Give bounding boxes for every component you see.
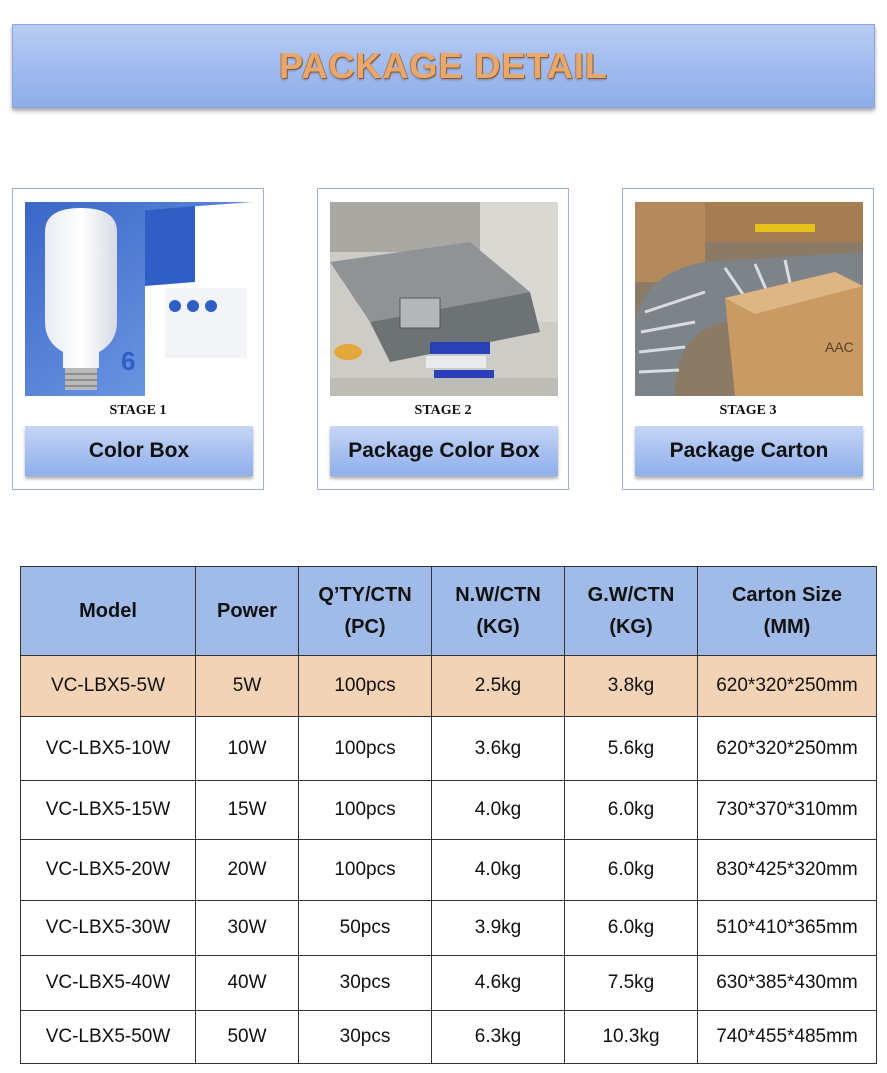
- cell-model: VC-LBX5-10W: [21, 717, 196, 781]
- cell-net-weight: 4.0kg: [432, 781, 565, 840]
- table-row: [21, 956, 877, 1011]
- cell-power: 40W: [196, 956, 299, 1011]
- cell-qty: 50pcs: [299, 901, 432, 956]
- table-row: [21, 717, 877, 781]
- cell-model: VC-LBX5-50W: [21, 1011, 196, 1064]
- table-row: [21, 781, 877, 840]
- col-header-model: Model: [21, 567, 196, 656]
- cell-carton-size: 620*320*250mm: [698, 717, 877, 781]
- cell-gross-weight: 5.6kg: [565, 717, 698, 781]
- cell-model: VC-LBX5-20W: [21, 840, 196, 901]
- cell-qty: 30pcs: [299, 1011, 432, 1064]
- package-spec-table: [20, 566, 877, 1064]
- cell-gross-weight: 6.0kg: [565, 781, 698, 840]
- cell-net-weight: 3.6kg: [432, 717, 565, 781]
- stage-1-image: [25, 202, 253, 396]
- cell-model: VC-LBX5-15W: [21, 781, 196, 840]
- stage-card-3: [622, 188, 874, 490]
- table-row: [21, 1011, 877, 1064]
- page-title: PACKAGE DETAIL: [279, 45, 608, 86]
- col-header-gross-weight: G.W/CTN (KG): [565, 567, 698, 656]
- cell-power: 30W: [196, 901, 299, 956]
- cell-gross-weight: 7.5kg: [565, 956, 698, 1011]
- cell-net-weight: 6.3kg: [432, 1011, 565, 1064]
- cell-net-weight: 4.0kg: [432, 840, 565, 901]
- col-header-net-weight: N.W/CTN (KG): [432, 567, 565, 656]
- cell-qty: 30pcs: [299, 956, 432, 1011]
- cell-net-weight: 3.9kg: [432, 901, 565, 956]
- cell-gross-weight: 3.8kg: [565, 656, 698, 717]
- cell-power: 5W: [196, 656, 299, 717]
- stage-3-image: [635, 202, 863, 396]
- header-banner: [12, 24, 875, 108]
- cell-gross-weight: 10.3kg: [565, 1011, 698, 1064]
- stage-3-label: STAGE 3: [719, 403, 777, 418]
- svg-text:6: 6: [121, 346, 136, 376]
- col-header-carton-size: Carton Size (MM): [698, 567, 877, 656]
- stage-2-image: [330, 202, 558, 396]
- cell-model: VC-LBX5-40W: [21, 956, 196, 1011]
- table-row: [21, 656, 877, 717]
- package-carton-button[interactable]: Package Carton: [635, 426, 863, 476]
- stage-card-2: [317, 188, 569, 490]
- col-header-qty: Q’TY/CTN (PC): [299, 567, 432, 656]
- cell-power: 50W: [196, 1011, 299, 1064]
- cell-power: 15W: [196, 781, 299, 840]
- table-row: [21, 901, 877, 956]
- cell-gross-weight: 6.0kg: [565, 901, 698, 956]
- color-box-button[interactable]: Color Box: [25, 426, 253, 476]
- table-header-row: [21, 567, 877, 656]
- cell-power: 10W: [196, 717, 299, 781]
- cell-qty: 100pcs: [299, 656, 432, 717]
- cell-carton-size: 740*455*485mm: [698, 1011, 877, 1064]
- svg-text:AAC: AAC: [825, 339, 854, 355]
- stage-1-label: STAGE 1: [109, 403, 167, 418]
- cell-carton-size: 620*320*250mm: [698, 656, 877, 717]
- stage-2-label: STAGE 2: [414, 403, 472, 418]
- cell-carton-size: 730*370*310mm: [698, 781, 877, 840]
- cell-carton-size: 830*425*320mm: [698, 840, 877, 901]
- cell-gross-weight: 6.0kg: [565, 840, 698, 901]
- cell-model: VC-LBX5-5W: [21, 656, 196, 717]
- cell-qty: 100pcs: [299, 781, 432, 840]
- cell-model: VC-LBX5-30W: [21, 901, 196, 956]
- stage-card-1: [12, 188, 264, 490]
- col-header-power: Power: [196, 567, 299, 656]
- cell-net-weight: 2.5kg: [432, 656, 565, 717]
- table-row: [21, 840, 877, 901]
- cell-power: 20W: [196, 840, 299, 901]
- cell-carton-size: 630*385*430mm: [698, 956, 877, 1011]
- cell-net-weight: 4.6kg: [432, 956, 565, 1011]
- package-color-box-button[interactable]: Package Color Box: [330, 426, 558, 476]
- cell-qty: 100pcs: [299, 717, 432, 781]
- cell-qty: 100pcs: [299, 840, 432, 901]
- cell-carton-size: 510*410*365mm: [698, 901, 877, 956]
